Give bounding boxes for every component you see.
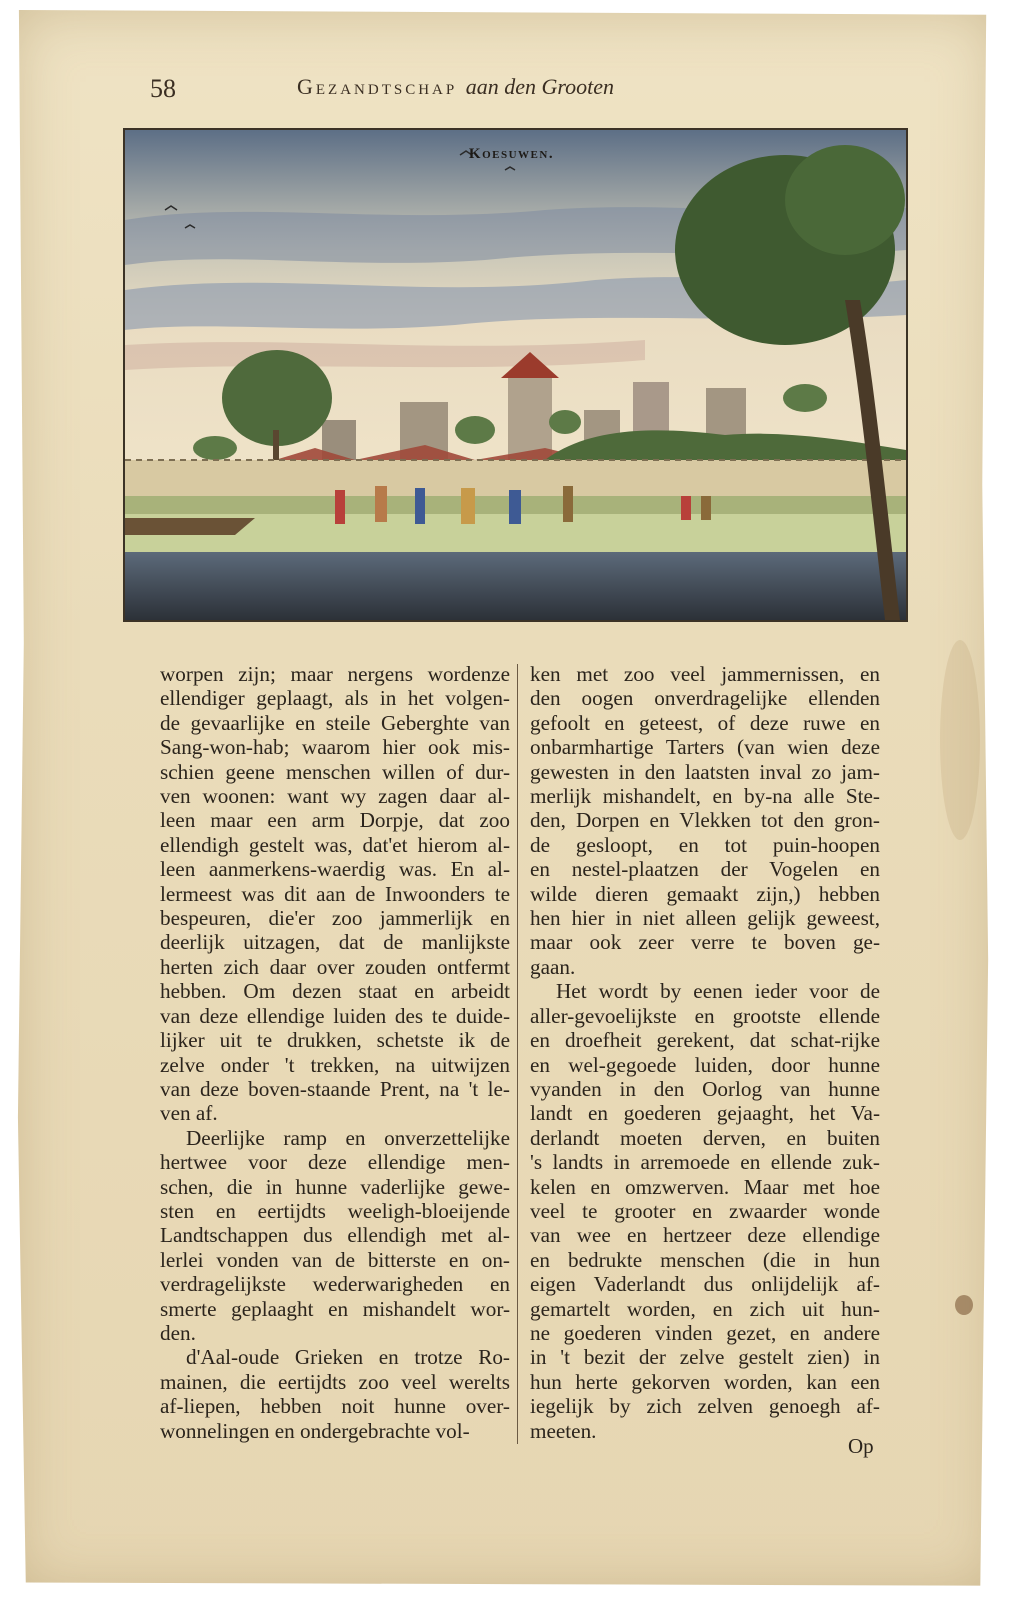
text-line: van deze ellendige luiden des te duide-: [160, 1003, 510, 1028]
text-line: herten zich daar over zouden ontfermt: [160, 954, 510, 979]
text-line: smerte geplaaght en mishandelt wor-: [160, 1296, 510, 1321]
text-line: ellendiger geplaagt, als in het volgen-: [160, 686, 510, 711]
text-line: landt en goederen gejaaght, het Va-: [530, 1101, 880, 1126]
text-line: onbarmhartige Tarters (van wien deze: [530, 735, 880, 760]
text-line: worpen zijn; maar nergens wordenze: [160, 662, 510, 686]
pagoda-tower: [508, 375, 552, 460]
text-line: sten en eertijdts weeligh-bloeijende: [160, 1198, 510, 1223]
text-line: gefoolt en geteest, of deze ruwe en: [530, 710, 880, 735]
text-line: lijker uit te drukken, schetste ik de: [160, 1028, 510, 1053]
text-line: lermeest was dit aan de Inwoonders te: [160, 881, 510, 906]
running-title-italic: aan den Grooten: [465, 74, 615, 99]
text-line: gaan.: [530, 954, 576, 979]
text-line: gemartelt worden, en zich uit hun-: [530, 1296, 880, 1321]
paper-stain: [940, 640, 980, 840]
text-line: Het wordt by eenen ieder voor de: [556, 979, 880, 1004]
running-title: [297, 74, 614, 100]
text-line: maar ook zeer verre te boven ge-: [530, 930, 880, 955]
text-line: iegelijk by zich zelven genoegh af-: [530, 1394, 880, 1419]
text-column-left: [160, 662, 510, 1443]
text-line: wonnelingen en ondergebrachte vol-: [160, 1418, 470, 1443]
text-line: van wee en hertzeer deze ellendige: [530, 1223, 880, 1248]
text-line: veel te grooter en zwaarder wonde: [530, 1198, 880, 1223]
running-title-caps: Gezandtschap: [297, 74, 458, 99]
text-line: Landtschappen dus ellendigh met al-: [160, 1223, 510, 1248]
text-line: hun herte gekorven worden, kan een: [530, 1369, 880, 1394]
text-line: mainen, die eertijdts zoo veel werelts: [160, 1369, 510, 1394]
text-line: hen hier in niet alleen gelijk geweest,: [530, 906, 880, 931]
palm: [549, 410, 581, 434]
ink-spot: [955, 1295, 973, 1315]
text-line: gewesten in den laatsten inval zo jam-: [530, 759, 880, 784]
text-line: merlijk mishandelt, en by-na alle Ste-: [530, 784, 880, 809]
landscape-engraving: [125, 130, 906, 620]
page-number: 58: [150, 74, 176, 103]
engraving-plate: [123, 128, 908, 622]
text-line: ellendigh gestelt was, dat'et hierom al-: [160, 832, 510, 857]
text-line: af-liepen, hebben noit hunne over-: [160, 1394, 510, 1419]
text-column-right: [530, 662, 880, 1443]
text-line: en bedrukte menschen (die in hun: [530, 1247, 880, 1272]
text-line: zelve onder 't trekken, na uitwijzen: [160, 1052, 510, 1077]
text-line: ken met zoo veel jammernissen, en: [530, 662, 880, 686]
text-line: in 't bezit der zelve gestelt zien) in: [530, 1345, 880, 1370]
text-line: ven woonen: want wy zagen daar al-: [160, 784, 510, 809]
text-line: en wel-gegoede luiden, door hunne: [530, 1052, 880, 1077]
text-line: eigen Vaderlandt dus onlijdelijk af-: [530, 1272, 880, 1297]
palm: [455, 416, 495, 444]
text-line: Sang-won-hab; waarom hier ook mis-: [160, 735, 510, 760]
text-line: de gesloopt, en tot puin-hoopen: [530, 832, 880, 857]
text-line: den.: [160, 1320, 196, 1345]
text-line: schen, die in hunne vaderlijke gewe-: [160, 1174, 510, 1199]
text-line: derlandt moeten derven, en buiten: [530, 1125, 880, 1150]
text-line: den oogen onverdragelijke ellenden: [530, 686, 880, 711]
text-line: en droefheit gerekent, dat schat-rijke: [530, 1028, 880, 1053]
river: [125, 552, 906, 620]
boat: [125, 518, 255, 535]
text-line: schien geene menschen willen of dur-: [160, 759, 510, 784]
text-line: ne goederen vinden gezet, en andere: [530, 1320, 880, 1345]
palm: [783, 384, 827, 412]
text-line: 's landts in arremoede en ellende zuk-: [530, 1150, 880, 1175]
text-line: verdragelijkste wederwarigheden en: [160, 1272, 510, 1297]
text-line: wilde dieren gemaakt zijn,) hebben: [530, 881, 880, 906]
palm: [193, 436, 237, 460]
text-line: en nestel-plaatzen der Vogelen en: [530, 857, 880, 882]
text-line: kelen en omzwerven. Maar met hoe: [530, 1174, 880, 1199]
text-line: vyanden in den Oorlog van hunne: [530, 1076, 880, 1101]
text-line: leen aanmerkens-waerdig was. En al-: [160, 857, 510, 882]
text-line: deerlijk uitzagen, dat de manlijkste: [160, 930, 510, 955]
text-line: ven af.: [160, 1101, 218, 1126]
text-line: van deze boven-staande Prent, na 't le-: [160, 1076, 510, 1101]
catchword: Op: [848, 1434, 874, 1458]
plate-title: Koesuwen.: [468, 146, 555, 162]
text-line: lerlei vonden van de bitterste en on-: [160, 1247, 510, 1272]
text-line: den, Dorpen en Vlekken tot den gron-: [530, 808, 880, 833]
text-line: aller-gevoelijkste en grootste ellende: [530, 1003, 880, 1028]
column-rule: [517, 664, 518, 1444]
text-line: d'Aal-oude Grieken en trotze Ro-: [186, 1345, 510, 1370]
text-line: bespeuren, die'er zoo jammerlijk en: [160, 906, 510, 931]
text-line: meeten.: [530, 1418, 597, 1443]
text-line: Deerlijke ramp en onverzettelijke: [186, 1125, 510, 1150]
text-line: leen maar een arm Dorpje, dat zoo: [160, 808, 510, 833]
text-line: de gevaarlijke en steile Geberghte van: [160, 710, 510, 735]
text-line: hebben. Om dezen staat en arbeidt: [160, 979, 510, 1004]
text-line: hertwee voor deze ellendige men-: [160, 1150, 510, 1175]
